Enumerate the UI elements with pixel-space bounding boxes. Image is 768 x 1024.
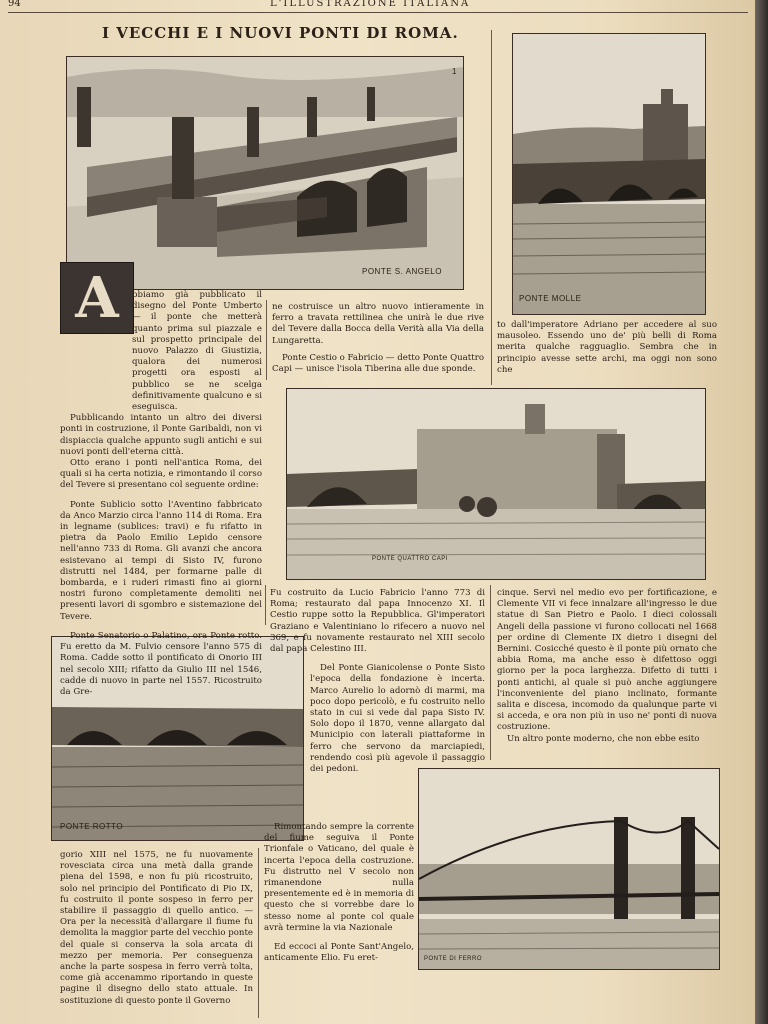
plate-number: 1 xyxy=(452,67,457,76)
paragraph: Un altro ponte moderno, che non ebbe esito xyxy=(507,733,700,744)
column-2-top xyxy=(272,302,484,384)
caption-ferro: PONTE DI FERRO xyxy=(424,956,483,962)
caption-quattro-capi: PONTE QUATTRO CAPI xyxy=(372,556,448,562)
paragraph: Pubblicando intanto un altro dei diversi ponti in costruzione, il Ponte Garibaldi, non vi dispiaccia qualche appunto sugli antichi e sui nuovi ponti dell'eterna città. xyxy=(60,413,262,457)
page-number: 94 xyxy=(8,0,21,9)
illustration-ponte-quattro-capi xyxy=(286,388,706,580)
article-intro xyxy=(60,290,262,697)
intro-paragraph: bbiamo già pubblicato il disegno del Ponte Umberto — il ponte che metterà quanto prima sul piazzale e sul prospetto principale del nuovo Palazzo di Giustizia, qualora dei numerosi progetti ora esposti al pubblico se ne scelga definitivamente qualcuno e si eseguisca. xyxy=(132,290,262,413)
running-header: L'ILLUSTRAZIONE ITALIANA xyxy=(270,0,471,9)
paragraph: Otto erano i ponti nell'antica Roma, dei quali si ha certa notizia, e rimontando il corso del Tevere si presentano col seguente ordine: xyxy=(60,458,262,491)
paragraph: Ponte Sublicio sotto l'Aventino fabbricato da Anco Marzio circa l'anno 114 di Roma. Era in legname (sublices: travi) e fu rifatto in pietra da Paolo Emilio Lepido censore nell'anno 733 di Roma. Gli avanzi che ancora esistevano ai tempi di Sisto IV, furono distrutti nel 1484, per formarne palle di bombarda, e i ruderi rimasti fino ai giorni nostri furono completamente demoliti nei presenti lavori di sgombro e sistemazione del Tevere. xyxy=(60,499,262,622)
caption-sant-angelo: PONTE S. ANGELO xyxy=(362,267,442,276)
column-rule xyxy=(266,300,267,380)
column-rule xyxy=(265,585,266,625)
paragraph: Ponte Cestio o Fabricio — detto Ponte Quattro Capi — unisce l'isola Tiberina alle due sponde. xyxy=(272,352,484,375)
bottom-left-text xyxy=(60,850,253,1020)
paragraph: Rimontando sempre la corrente del fiume seguiva il Ponte Trionfale o Vaticano, del quale è incerta l'epoca della costruzione. Fu distrutto nel V secolo non rimanendone nulla presentemente ed è in memoria di questo che si vorrebbe dare lo stesso nome al ponte col quale avrà termine la via Nazionale xyxy=(264,822,414,933)
article-title: I VECCHI E I NUOVI PONTI DI ROMA. xyxy=(102,24,459,42)
paragraph: to dall'imperatore Adriano per accedere al suo mausoleo. Essendo uno de' più belli di Roma merita qualche ragguaglio. Sembra che in principio avesse sette archi, ma oggi non sono che xyxy=(497,320,717,375)
drop-cap-letter: A xyxy=(60,262,134,334)
column-rule xyxy=(258,848,259,1018)
caption-molle: PONTE MOLLE xyxy=(519,294,582,303)
column-rule xyxy=(490,585,491,760)
paragraph: ne costruisce un altro nuovo intieramente in ferro a travata rettilinea che unirà le due rive del Tevere dalla Bocca della Verità alla Via della Lungaretta. xyxy=(272,302,484,346)
illustration-ponte-sant-angelo xyxy=(66,56,464,290)
illustration-ponte-molle xyxy=(512,33,706,315)
paragraph: cinque. Servì nel medio evo per fortificazione, e Clemente VII vi fece innalzare all'ingresso le due statue di San Pietro e Paolo. I dieci colossali Angeli della passione vi furono collocati nel 1668 per ordine di Clemente IX dietro i disegni del Bernini. Cosicché questo è il ponte più ornato che abbia Roma, ma anche esso è difettoso oggi giorno per la poca larghezza. Difetto di tutti i ponti antichi, al quale si può anche aggiungere l'inconveniente del piano inclinato, formante salita e discesa, incomodo da qualunque parte vi si acceda, e ora non più in uso ne' ponti di nuova costruzione. xyxy=(497,588,717,733)
paragraph: Del Ponte Gianicolense o Ponte Sisto l'epoca della fondazione è incerta. Marco Aurelio lo adornò di marmi, ma poco dopo pericolò, e fu costruito nello stato in cui si vede dal papa Sisto IV. Solo dopo il 1870, venne allargato dal Municipio con laterali piattaforme in ferro che servono da marciapiedi, rendendo così più agevole il passaggio dei pedoni. xyxy=(310,663,485,775)
paragraph: gorio XIII nel 1575, ne fu nuovamente rovesciata circa una metà dalla grande piena del 1598, e non fu più ricostruito, solo nel principio del Pontificato di Pio IX, fu costruito il ponte sospeso in ferro per stabilire il passaggio di quello antico. — Ora per la necessità d'allargare il fiume fu demolita la maggior parte del vecchio ponte del quale si conserva la sola arcata di mezzo per memoria. Per conseguenza anche la parte sospesa in ferro verrà tolta, come già accenammo riportando in queste pagine il disegno dello stato attuale. In sostituzione di questo ponte il Governo xyxy=(60,850,253,1006)
paragraph: Ed eccoci al Ponte Sant'Angelo, anticamente Elio. Fu eret- xyxy=(264,942,414,964)
column-3-top xyxy=(497,320,717,384)
paragraph: Ponte Senatorio o Palatino, ora Ponte rotto. Fu eretto da M. Fulvio censore l'anno 575 di Roma. Cadde sotto il pontificato di Onorio III nel secolo XIII; rifatto da Giulio III nel 1546, cadde di nuovo in parte nel 1557. Ricostruito da Gre- xyxy=(60,630,262,697)
middle-lower-text xyxy=(264,822,414,1022)
caption-rotto: PONTE ROTTO xyxy=(60,822,124,831)
right-column-text xyxy=(497,588,717,766)
column-rule xyxy=(491,30,492,385)
page-edge-shadow xyxy=(755,0,768,1024)
header-rule xyxy=(8,12,748,13)
paragraph: Fu costruito da Lucio Fabricio l'anno 773 di Roma; restaurato dal papa Innocenzo XI. Il Cestio ruppe sotto la Repubblica. Gl'imperatori Graziano e Valentiniano lo rifecero a nuovo nel 369, e fu novamente restaurato nel XIII secolo dal papa Celestino III. xyxy=(270,588,485,655)
